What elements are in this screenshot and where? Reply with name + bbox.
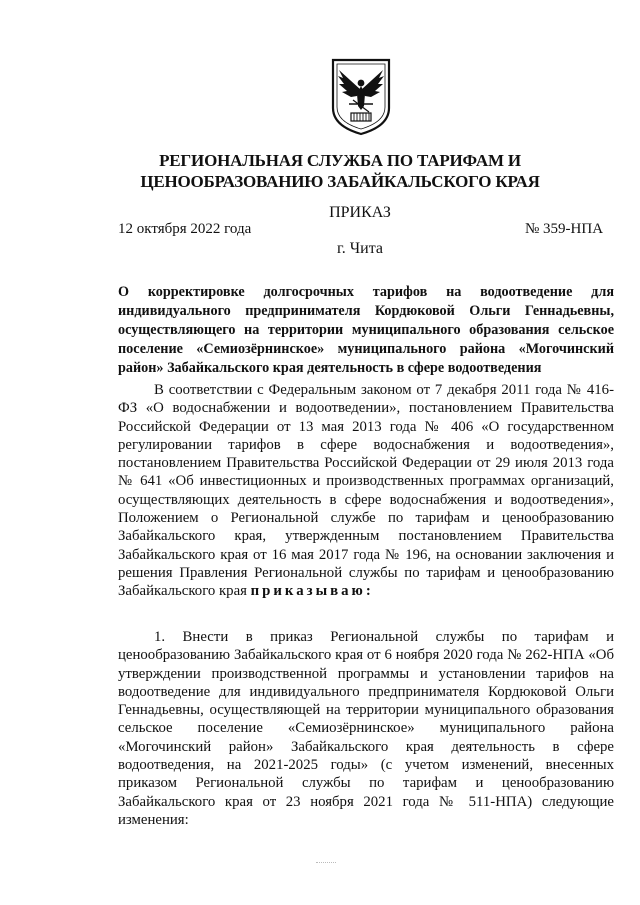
order-word: приказываю: — [250, 583, 374, 600]
eagle-emblem-icon — [327, 56, 395, 136]
organization-name-line1: РЕГИОНАЛЬНАЯ СЛУЖБА ПО ТАРИФАМ И — [159, 151, 521, 170]
document-date: 12 октября 2022 года — [118, 221, 252, 237]
preamble-paragraph — [118, 381, 614, 601]
document-city: г. Чита — [336, 240, 383, 257]
order-subject: О корректировке долгосрочных тарифов на водоотведение для индивидуального предпринимателя Кордюковой Ольги Геннадьевны, осуществляющего на территории муниципального образования сельское поселение «Семиозёрнинское» муниципального района «Могочинский район» Забайкальского края деятельность в сфере водоотведения — [118, 284, 614, 376]
document-type: ПРИКАЗ — [329, 204, 391, 221]
item-1-paragraph: 1. Внести в приказ Региональной службы по тарифам и ценообразованию Забайкальского края от 6 ноября 2020 года № 262-НПА «Об утверждении производственной программы и установлении тарифов на водоотведение для индивидуального предпринимателя Кордюковой Ольги Геннадьевны, осуществляющей на территории муниципального образования сельское поселение «Семиозёрнинское» муниципального района «Могочинский район» Забайкальского края деятельность в сфере водоотведения, на 2021-2025 годы» (с учетом изменений, внесенных приказом Региональной службы по тарифам и ценообразованию Забайкальского края от 23 ноября 2021 года № 511-НПА) следующие изменения: — [118, 629, 614, 828]
scan-mark — [316, 862, 336, 864]
preamble-text: В соответствии с Федеральным законом от 7 декабря 2011 года № 416-ФЗ «О водоснабжении и водоотведении», постановлением Правительства Российской Федерации от 13 мая 2013 года № 406 «О государственном регулировании тарифов в сфере водоснабжения и водоотведения», постановлением Правительства Российской Федерации от 29 июля 2013 года № 641 «Об инвестиционных и производственных программах организаций, осуществляющих деятельность в сфере водоснабжения и водоотведения», Положением о Региональной службе по тарифам и ценообразованию Забайкальского края, утвержденным постановлением Правительства Забайкальского края от 16 мая 2017 года № 196, на основании заключения и решения Правления Региональной службы по тарифам и ценообразованию Забайкальского края — [118, 382, 614, 600]
document-number: № 359-НПА — [525, 221, 604, 237]
organization-name-line2: ЦЕНООБРАЗОВАНИЮ ЗАБАЙКАЛЬСКОГО КРАЯ — [140, 172, 540, 191]
